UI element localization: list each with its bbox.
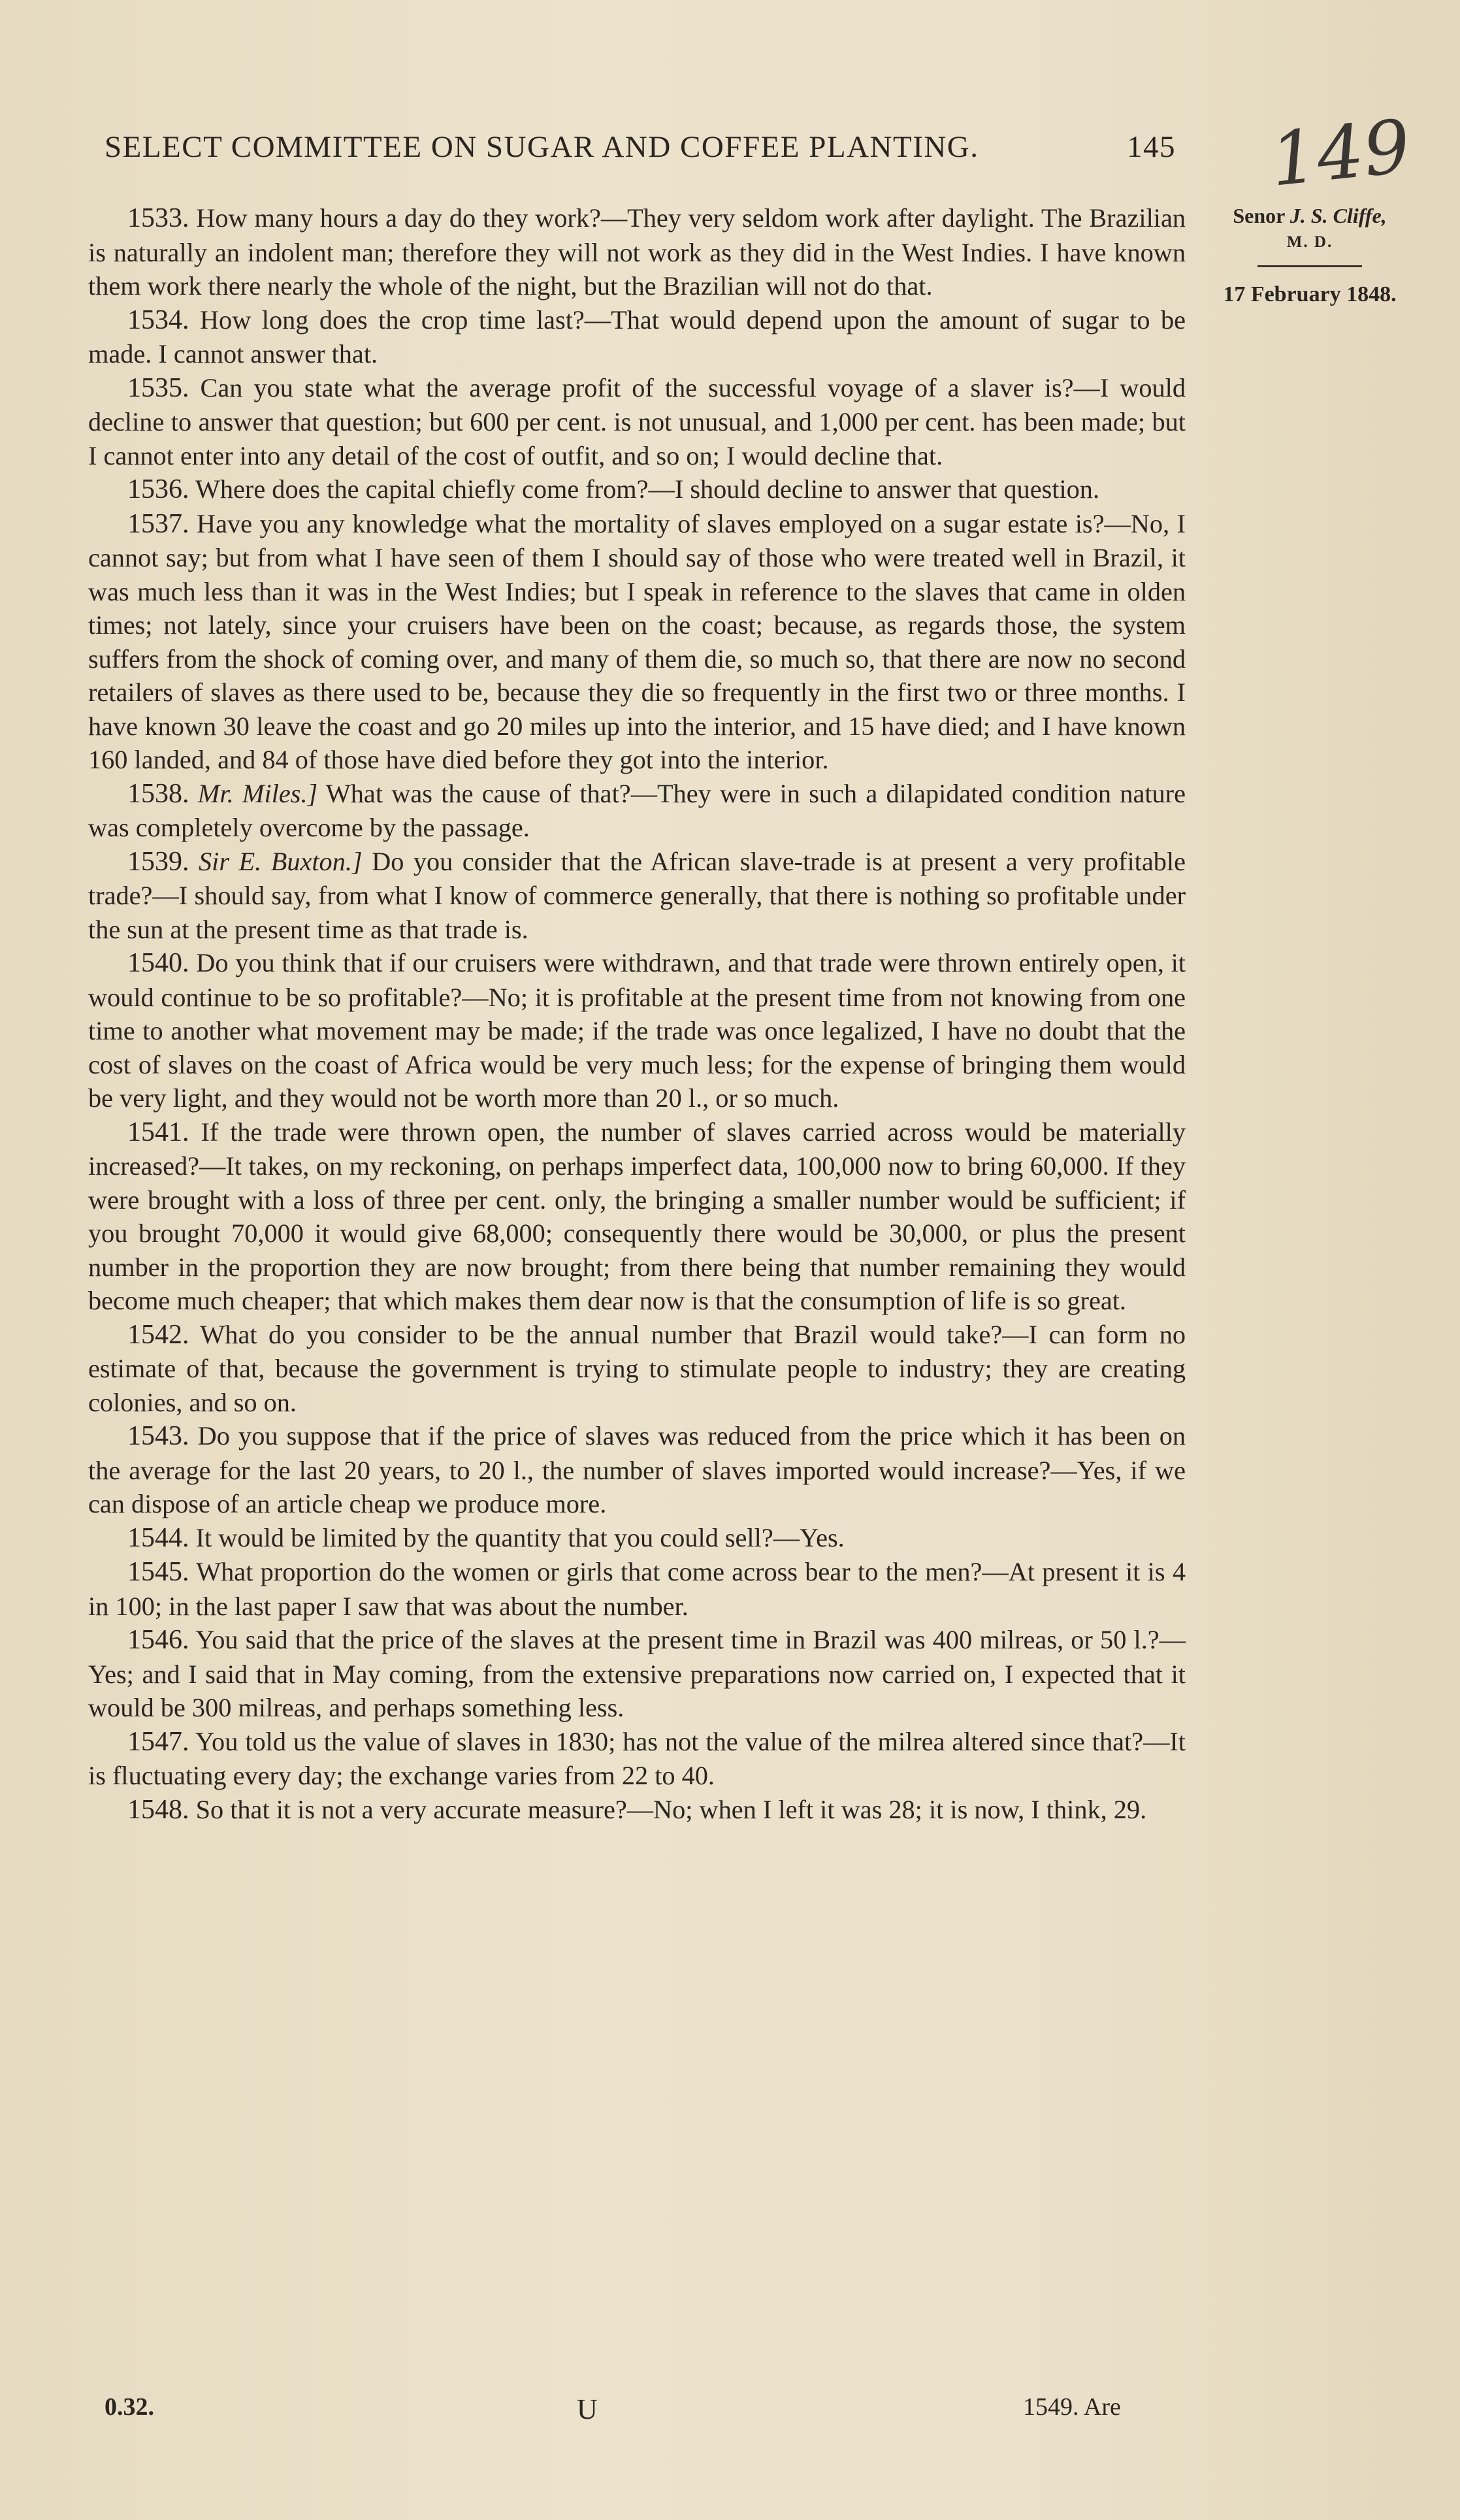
testimony-body: [88, 201, 1186, 1827]
evidence-date: 17 February 1848.: [1223, 282, 1397, 306]
question-paragraph: 1544. It would be limited by the quantity that you could sell?—Yes.: [127, 1522, 845, 1553]
page-number: 145: [1127, 130, 1176, 164]
witness-degree: M. D.: [1286, 233, 1333, 251]
question-paragraph: 1535. Can you state what the average profit of the successful voyage of a slaver is?—I would decline to answer that question; but 600 per cent. is not unusual, and 1,000 per cent. has been made; but I cannot enter into any detail of the cost of outfit, and so on; I would decline that.: [88, 372, 1186, 470]
question-paragraph: 1540. Do you think that if our cruisers were withdrawn, and that trade were thrown entirely open, it would continue to be so profitable?—No; it is profitable at the present time from not knowing from one time to another what movement may be made; if the trade was once legalized, I have no doubt that the cost of slaves on the coast of Africa would be very much less; for the expense of bringing them would be very light, and they would not be worth more than 20 l., or so much.: [88, 948, 1186, 1113]
footer-signature-mark: U: [577, 2393, 598, 2425]
question-paragraph: 1548. So that it is not a very accurate measure?—No; when I left it was 28; it is now, I think, 29.: [127, 1794, 1147, 1825]
question-paragraph: 1538. Mr. Miles.] What was the cause of that?—They were in such a dilapidated condition nature was completely overcome by the passage.: [88, 778, 1186, 842]
running-header: [105, 129, 1189, 165]
margin-note: [1199, 201, 1421, 310]
question-paragraph: 1537. Have you any knowledge what the mortality of slaves employed on a sugar estate is?—No, I cannot say; but from what I have seen of them I should say of those who were treated well in Brazil, it was much less than it was in the West Indies; but I speak in reference to the slaves that came in olden times; not lately, since your cruisers have been on the coast; because, as regards those, the system suffers from the shock of coming over, and many of them die, so much so, that there are now no second retailers of slaves as there used to be, because they die so frequently in the first two or three months. I have known 30 leave the coast and go 20 miles up into the interior, and 15 have died; and I have known 160 landed, and 84 of those have died before they got into the interior.: [88, 508, 1186, 774]
question-paragraph: 1534. How long does the crop time last?—That would depend upon the amount of sugar to be made. I cannot answer that.: [88, 304, 1186, 368]
question-paragraph: 1547. You told us the value of slaves in 1830; has not the value of the milrea altered since that?—It is fluctuating every day; the exchange varies from 22 to 40.: [88, 1726, 1186, 1790]
speaker-name: Mr. Miles.]: [197, 778, 318, 808]
question-paragraph: 1543. Do you suppose that if the price of slaves was reduced from the price which it has been on the average for the last 20 years, to 20 l., the number of slaves imported would increase?—Yes, if we can dispose of an article cheap we produce more.: [88, 1421, 1186, 1518]
question-paragraph: 1546. You said that the price of the slaves at the present time in Brazil was 400 milreas, or 50 l.?—Yes; and I said that in May coming, from the extensive preparations now carried on, I expected that it would be 300 milreas, and perhaps something less.: [88, 1625, 1186, 1722]
witness-name: Senor J. S. Cliffe,: [1233, 204, 1387, 227]
question-paragraph: 1542. What do you consider to be the annual number that Brazil would take?—I can form no estimate of that, because the government is trying to stimulate people to industry; they are creating colonies, and so on.: [88, 1319, 1186, 1417]
question-paragraph: 1539. Sir E. Buxton.] Do you consider that the African slave-trade is at present a very profitable trade?—I should say, from what I know of commerce generally, that there is nothing so profitable under the sun at the present time as that trade is.: [88, 846, 1186, 944]
question-paragraph: 1536. Where does the capital chiefly come from?—I should decline to answer that question.: [127, 474, 1100, 504]
question-paragraph: 1533. How many hours a day do they work?—They very seldom work after daylight. The Brazilian is naturally an indolent man; therefore they will not work as they did in the West Indies. I have known them work there nearly the whole of the night, but the Brazilian will not do that.: [88, 203, 1186, 301]
handwritten-folio-number: 149: [1266, 104, 1414, 203]
question-paragraph: 1545. What proportion do the women or girls that come across bear to the men?—At present it is 4 in 100; in the last paper I saw that was about the number.: [88, 1557, 1186, 1621]
footer-sessional-number: 0.32.: [105, 2393, 154, 2421]
margin-rule: [1257, 265, 1362, 267]
footer-catchword: 1549. Are: [1023, 2393, 1121, 2421]
header-title: SELECT COMMITTEE ON SUGAR AND COFFEE PLANTING.: [105, 130, 979, 164]
question-paragraph: 1541. If the trade were thrown open, the number of slaves carried across would be materially increased?—It takes, on my reckoning, on perhaps imperfect data, 100,000 now to bring 60,000. If they were brought with a loss of three per cent. only, the bringing a smaller number would be sufficient; if you brought 70,000 it would give 68,000; consequently there would be 30,000, or plus the present number in the proportion they are now brought; from there being that number remaining they would become much cheaper; that which makes them dear now is that the consumption of life is so great.: [88, 1117, 1186, 1315]
speaker-name: Sir E. Buxton.]: [199, 846, 363, 876]
